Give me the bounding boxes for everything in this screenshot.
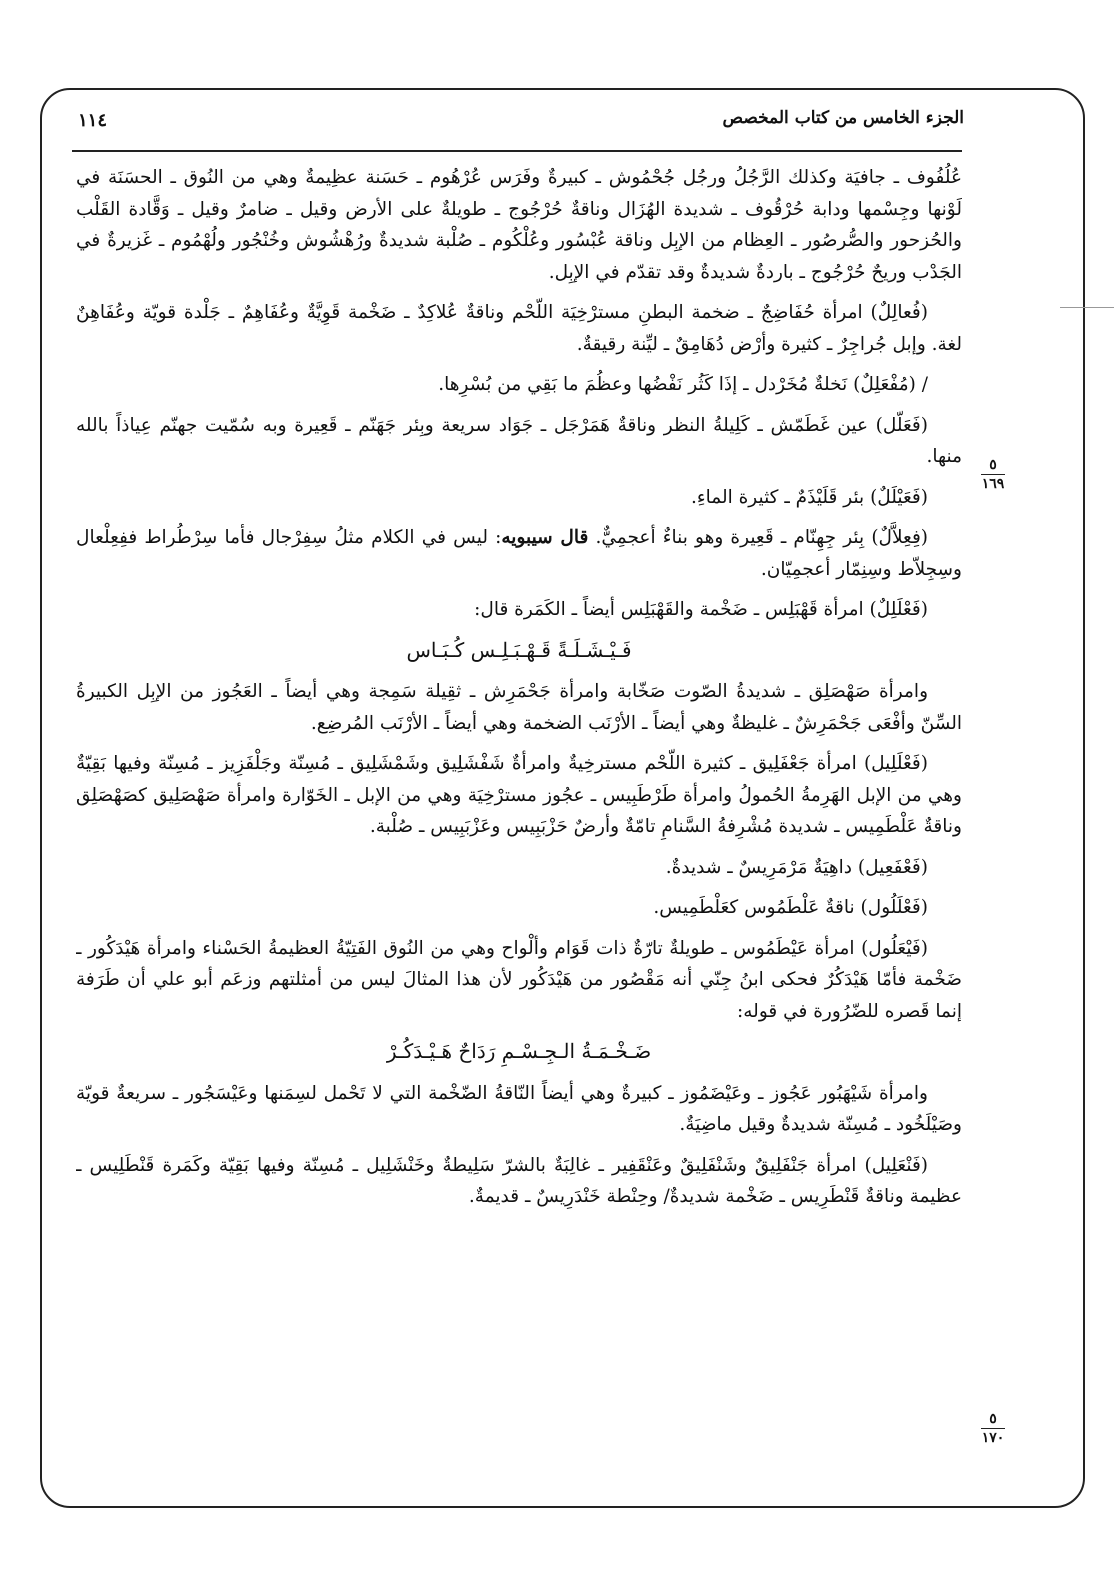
- paragraph-text: (فِعِلاَّلٌ) بِئر جِهِنّام ـ قَعِيرة وهو بناءٌ أعجمِيٌّ.: [588, 527, 929, 548]
- paragraph: (فَعْلَلُول) ناقةٌ عَلْطَمُوس كعَلْطَمِيس.: [653, 897, 928, 918]
- paragraph: (فَنْعَلِيل) امرأة جَنْفَلِيقٌ وشَنْفَلِيقٌ وعَنْقَفِير ـ غالِبَةٌ بالشرّ سَلِيطةٌ وخَنْشَلِيل ـ مُسِنّة وفيها بَقِيّة وكَمَرة قَنْطَلِيس ـ عظيمة وناقةٌ قَنْطَرِيس ـ ضَخْمة شديدةٌ/ وحِنْطة خَنْدَرِيسٌ ـ قديمةٌ.: [76, 1154, 962, 1207]
- paragraph: (فَيْعَلُول) امرأة عَيْطَمُوس ـ طويلةٌ تارّةٌ ذات قَوَام وألْواح وهي من النُوق الفَتِيّةُ العظيمةُ الحَسْناء وامرأة هَيْدَكُور ـ ضَخْمة فأمّا هَيْدَكُرٌ فحكى ابنُ جِنّي أنه مَقْصُور من هَيْدَكُور لأن هذا المثالَ ليس من أمثلتهم وزعَم أبو علي أن طَرَفة إنما قَصره للضّرُورة في قوله:: [76, 937, 962, 1022]
- paragraph: (فَعْلَلِيل) امرأة جَعْفَلِيق ـ كثيرة اللّحْم مسترخِيةٌ وامرأةٌ شَفْشَلِيق وشَمْشَلِيق ـ مُسِنّة وجَلْفَزِيز ـ مُسِنّة وفيها بَقِيّةٌ وهي من الإبل الهَرِمةُ الحُمولُ وامرأة طَرْطَبِيس ـ عجُوز مسترْخِيَة وهي من الإبل ـ الخَوّارة وامرأة صَهْصَلِيق كصَهْصَلِق وناقةٌ عَلْطَمِيس ـ شديدة مُشْرِفةُ السَّنامِ تامّةٌ وأرضٌ حَزْبَبِيس وعَزْبَبِيس ـ صُلْبة.: [76, 753, 962, 837]
- verse-line: فَـيْـشَـلَـةً قَـهْـبَـلِـس كُـبَـاس: [406, 637, 632, 662]
- paragraph: / (مُفْعَلِلٌ) نَخلةٌ مُخَرْدل ـ إذَا كَثُر نَفْضُها وعظُمَ ما بَقِي من بُسْرِها.: [438, 374, 928, 395]
- page-number: ١١٤: [78, 110, 108, 131]
- margin-ref-bar: [981, 474, 1005, 475]
- margin-ref-top: ٥: [989, 457, 997, 473]
- quote-attribution: قال سيبويه: [501, 527, 589, 548]
- margin-ref-top: ٥: [989, 1411, 997, 1427]
- paragraph: (فَعْفَعِيل) داهِيَةٌ مَرْمَرِيسٌ ـ شديدةٌ.: [665, 856, 928, 878]
- page-body: [76, 162, 962, 1462]
- paragraph: وامرأة صَهْصَلِق ـ شديدةُ الصّوت صَخّابة وامرأة جَحْمَرِش ـ ثقِيلة سَمِجة وهي أيضاً ـ العَجُوز من الإبِل الكبيرةُ السِّنّ وأفْعَى جَحْمَرِشٌ ـ غليظةٌ وهي أيضاً ـ الأرْنَب الضخمة وهي أيضاً ـ الأرْنَب المُرضِع.: [76, 681, 962, 734]
- paragraph: [76, 522, 962, 585]
- margin-ref-bottom: ١٧٠: [981, 1430, 1005, 1446]
- margin-page-ref: [978, 1412, 1008, 1445]
- verse-line: ضَـخْـمَـةُ الـجِـسْـمِ رَدَاحٌ هَـيْـدَكُـرْ: [386, 1039, 652, 1063]
- paragraph: (فَعْلَلِلٌ) امرأة قَهْبَلِس ـ ضَخْمة والقَهْبَلِس أيضاً ـ الكَمَرة قال:: [474, 599, 928, 620]
- book-title: الجزء الخامس من كتاب المخصص: [722, 108, 964, 128]
- paragraph: وامرأة شَيْهَبُور عَجُوز ـ وعَيْضَمُوز ـ كبيرةٌ وهي أيضاً النّاقةُ الضّخْمة التي لا تَحْمل لسِمَنها وعَيْسَجُور ـ سريعةٌ قويّة وصَيْلَخُود ـ مُسِنّة شديدةٌ وقيل ماضِيَةٌ.: [76, 1082, 962, 1135]
- header-rule: [72, 150, 962, 152]
- paragraph: (فَعَلّل) عين غَطَمّش ـ كَلِيلةُ النظر وناقةٌ هَمَرْجَل ـ جَوَاد سريعة وبِئر جَهَنّم ـ قَعِيرة وبه سُمّيت جهنّم عِياذاً بالله منها.: [76, 414, 962, 467]
- page-header: [78, 102, 964, 146]
- margin-mark: [1060, 307, 1114, 308]
- paragraph-text: : ليس في الكلام مثلُ سِفِرْجال فأما سِرْطُراط ففِعِلْعال وسِجِلاّط وسِنِمّار أعجمِيّان.: [76, 527, 962, 580]
- margin-ref-bottom: ١٦٩: [981, 476, 1005, 492]
- paragraph: عُلُفُوف ـ جافيَة وكذلك الرَّجُلُ ورجُل جُحْمُوش ـ كبيرةٌ وفَرَس عُرْهُوم ـ حَسَنة عظِيمةٌ وهي من النُوق ـ الحسَنَة في لَوْنها وجِسْمها ودابة حُرْقُوف ـ شديدة الهُزَال وناقةٌ حُرْجُوج ـ طويلةٌ على الأرض وقيل ـ ضامرٌ وقيل ـ وَقَّادة القَلْب والحُزحور والصُّرصُور ـ العِظام من الإبِل وناقة عُبْسُور وعُلْكُوم ـ صُلْبة شديدةٌ ورُهْشُوش وخُنْجُور ولُهْمُوم ـ غَزيرةٌ في الجَدْب وريحٌ حُرْجُوج ـ باردةٌ شديدةٌ وقد تقدّم في الإبِل.: [76, 167, 962, 283]
- margin-ref-bar: [981, 1428, 1005, 1429]
- margin-page-ref: [978, 458, 1008, 491]
- paragraph: (فُعالِلٌ) امرأة حُفَاضِجٌ ـ ضخمة البطنِ مسترْخِيَة اللّحْم وناقةٌ عُلاكِدٌ ـ ضَخْمة قَوِيَّةٌ وعُفَاهِمٌ ـ جَلْدة قويّة وعُفَاهِنٌ لغة. وإبل جُراجِرٌ ـ كثيرة وأرْض دُهَامِقٌ ـ ليِّنة رقيقةٌ.: [76, 302, 962, 355]
- paragraph: (فَعَيْلَلٌ) بئر قَلَيْذَمٌ ـ كثيرة الماءِ.: [691, 486, 928, 508]
